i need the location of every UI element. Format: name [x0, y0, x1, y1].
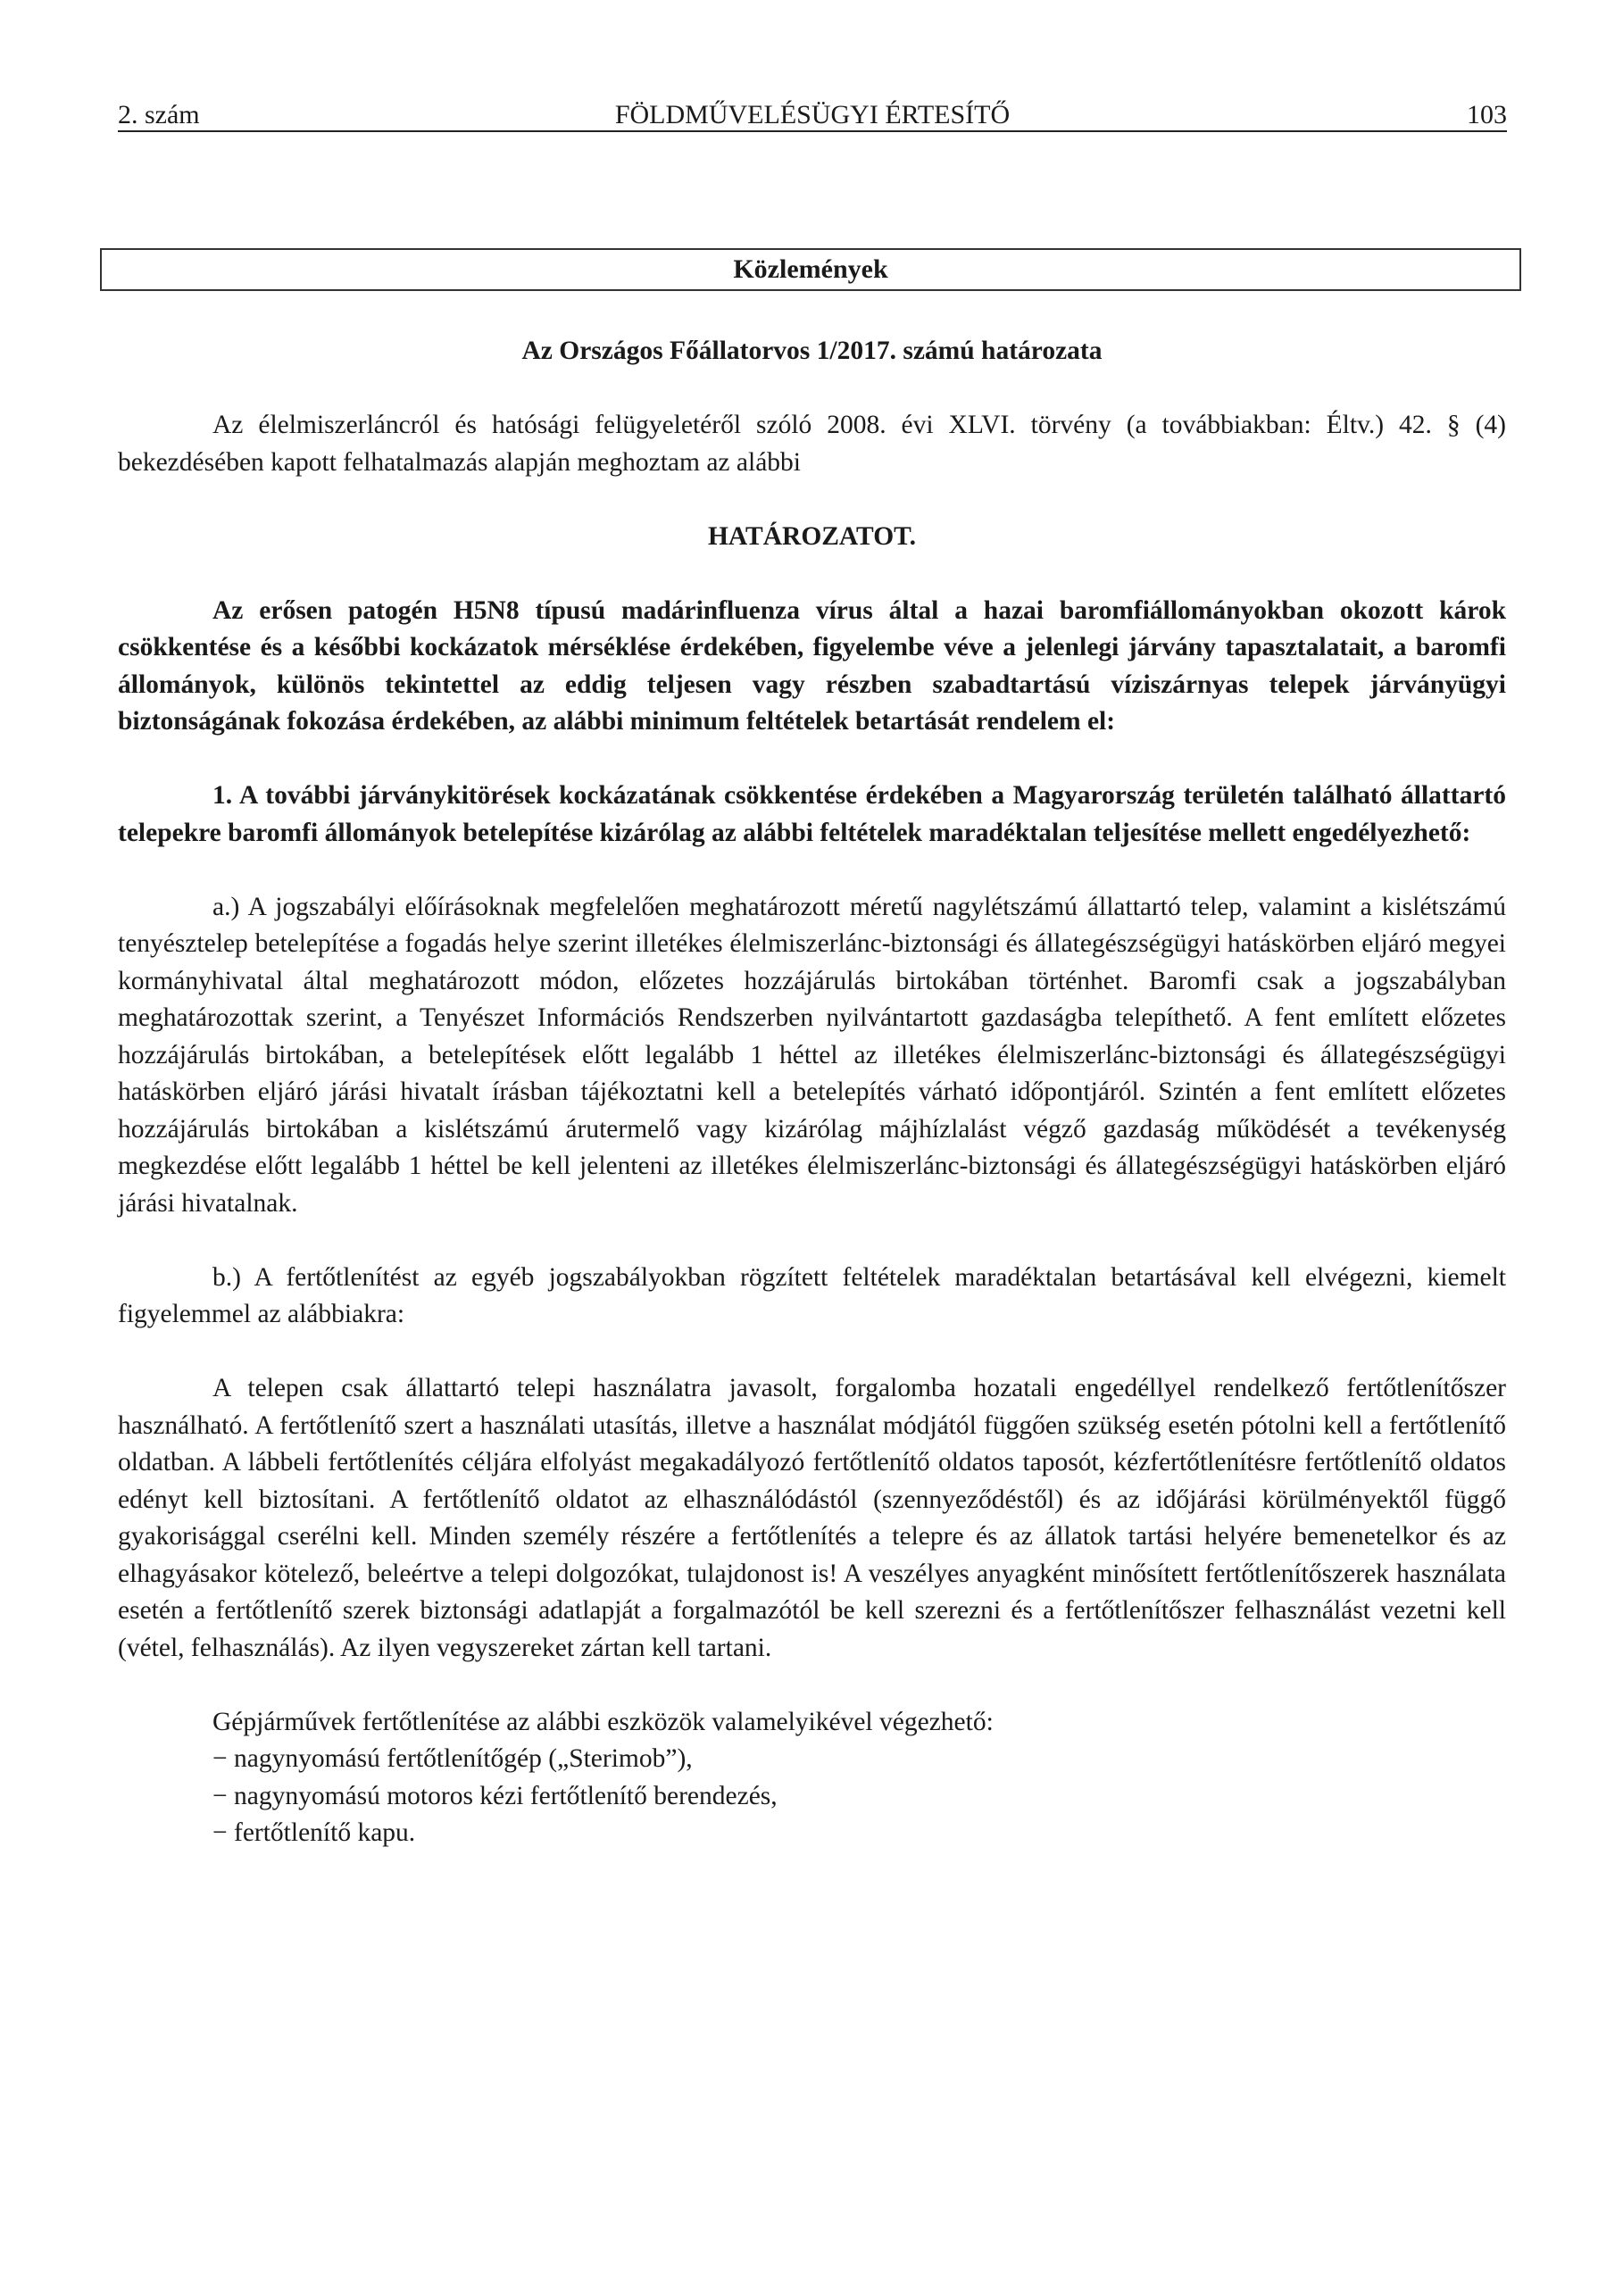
disinfection-paragraph: A telepen csak állattartó telepi használatra javasolt, forgalomba hozatali engedéllyel rendelkező fertőtlenítőszer használható. A fertőtlenítő szert a használati utasítás, illetve a használat módjától függően szükség esetén pótolni kell a fertőtlenítő oldatban. A lábbeli fertőtlenítés céljára elfolyást megakadályozó fertőtlenítő oldatos taposót, kézfertőtlenítésre fertőtlenítő oldatos edényt kell biztosítani. A fertőtlenítő oldatot az elhasználódástól (szennyeződéstől) és az időjárási körülményektől függő gyakorisággal cserélni kell. Minden személy részére a fertőtlenítés a telepre és az állatok tartási helyére bemenetelkor és az elhagyásakor kötelező, beleértve a telepi dolgozókat, tulajdonost is! A veszélyes anyagként minősített fertőtlenítőszerek használata esetén a fertőtlenítő szerek biztonsági adatlapját a forgalmazótól be kell szerezni és a fertőtlenítőszer felhasználást vezetni kell (vétel, felhasználás). Az ilyen vegyszereket zártan kell tartani. [118, 1374, 1506, 1662]
list-item [212, 1778, 1506, 1816]
dash-bullet-icon: − [212, 1818, 228, 1847]
running-header [118, 100, 1507, 132]
publication-title: FÖLDMŰVELÉSÜGYI ÉRTESÍTŐ [614, 100, 1011, 129]
list-intro: Gépjárművek fertőtlenítése az alábbi eszközök valamelyikével végezhető: [212, 1707, 994, 1736]
section-title: Közlemények [733, 254, 888, 284]
point-a-paragraph: a.) A jogszabályi előírásoknak megfelelően meghatározott méretű nagylétszámú állattartó telep, valamint a kislétszámú tenyésztelep betelepítése a fogadás helye szerint illetékes élelmiszerlánc-biztonsági és állategészségügyi hatáskörben eljáró megyei kormányhivatal által meghatározott módon, előzetes hozzájárulás birtokában történhet. Baromfi csak a jogszabályban meghatározottak szerint, a Tenyészet Információs Rendszerben nyilvántartott gazdaságba telepíthető. A fent említett előzetes hozzájárulás birtokában, a betelepítések előtt legalább 1 héttel az illetékes élelmiszerlánc-biztonsági és állategészségügyi hatáskörben eljáró járási hivatalt írásban tájékoztatni kell a betelepítés várható időpontjáról. Szintén a fent említett előzetes hozzájárulás birtokában a kislétszámú árutermelő vagy kizárólag májhízlalást végző gazdaság működését a tevékenység megkezdése előtt legalább 1 héttel be kell jelenteni az illetékes élelmiszerlánc-biztonsági és állategészségügyi hatáskörben eljáró járási hivatalnak. [118, 892, 1506, 1218]
page-number: 103 [1467, 100, 1507, 129]
decision-heading: HATÁROZATOT. [707, 521, 917, 551]
list-item-text: nagynyomású motoros kézi fertőtlenítő berendezés, [234, 1781, 778, 1810]
document-title: Az Országos Főállatorvos 1/2017. számú határozata [521, 337, 1103, 365]
dash-bullet-icon: − [212, 1781, 228, 1810]
list-item [212, 1741, 1506, 1778]
list-item [212, 1815, 1506, 1852]
point-1-paragraph: 1. A további járványkitörések kockázatának csökkentése érdekében a Magyarország területén található állattartó telepekre baromfi állományok betelepítése kizárólag az alábbi feltételek maradéktalan teljesítése mellett engedélyezhető: [118, 781, 1506, 847]
list-item-text: nagynyomású fertőtlenítőgép („Sterimob”), [234, 1744, 693, 1773]
preamble-paragraph: Az élelmiszerláncról és hatósági felügyeletéről szóló 2008. évi XLVI. törvény (a továbbiakban: Éltv.) 42. § (4) bekezdésében kapott felhatalmazás alapján meghoztam az alábbi [118, 411, 1506, 477]
issue-number: 2. szám [118, 100, 200, 129]
document-body [118, 333, 1506, 1852]
intro-bold-paragraph: Az erősen patogén H5N8 típusú madárinfluenza vírus által a hazai baromfiállományokban okozott károk csökkentése és a későbbi kockázatok mérséklése érdekében, figyelembe véve a jelenlegi járvány tapasztalatait, a baromfi állományok, különös tekintettel az eddig teljesen vagy részben szabadtartású víziszárnyas telepek járványügyi biztonságának fokozása érdekében, az alábbi minimum feltételek betartását rendelem el: [118, 595, 1506, 736]
dash-bullet-icon: − [212, 1744, 228, 1773]
section-heading-box [100, 248, 1521, 291]
point-b-paragraph: b.) A fertőtlenítést az egyéb jogszabályokban rögzített feltételek maradéktalan betartásával kell elvégezni, kiemelt figyelemmel az alábbiakra: [118, 1262, 1506, 1328]
vehicle-disinfection-list [118, 1704, 1506, 1852]
list-item-text: fertőtlenítő kapu. [234, 1818, 416, 1847]
